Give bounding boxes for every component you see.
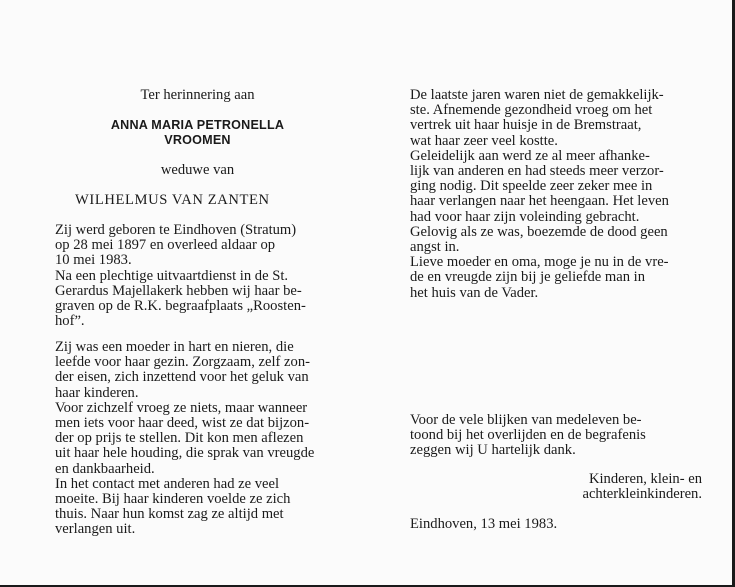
last-years-paragraph: De laatste jaren waren niet de gemakkelijk- ste. Afnemende gezondheid vroeg om het vertrek uit haar huisje in de Bremstraat, wat haar zeer veel kostte. Geleidelijk aan werd ze al meer afhanke- lijk van anderen en had steeds meer verzor- ging nodig. Dit speelde zeer zeker mee in haar verlangen naar het heengaan. Het leven had voor haar zijn voleinding gebracht. Gelovig als ze was, boezemde de dood geen angst in. Lieve moeder en oma, moge je nu in de vre- de en vreugde zijn bij je geliefde man in het huis van de Vader. xyxy=(410,87,669,301)
character-paragraph: Zij was een moeder in hart en nieren, die leefde voor haar gezin. Zorgzaam, zelf zon- der eisen, zich inzettend voor het geluk van haar kinderen. Voor zichzelf vroeg ze niets, maar wanneer men iets voor haar deed, wist ze dat bijzon- der op prijs te stellen. Dit kon men aflezen uit haar hele houding, die sprak van vreugde en dankbaarheid. In het contact met anderen had ze veel moeite. Bij haar kinderen voelde ze zich thuis. Naar hun komst zag ze altijd met verlangen uit. xyxy=(55,339,315,538)
birth-paragraph: Zij werd geboren te Eindhoven (Stratum) op 28 mei 1897 en overleed aldaar op 10 mei 1983. Na een plechtige uitvaartdienst in de St. Gerardus Majellakerk hebben wij haar be- graven op de R.K. begraafplaats „Roosten- hof”. xyxy=(55,222,306,330)
thanks-paragraph: Voor de vele blijken van medeleven be- toond bij het overlijden en de begrafenis zeggen wij U hartelijk dank. xyxy=(410,412,646,459)
deceased-name-line1: ANNA MARIA PETRONELLA xyxy=(110,118,285,132)
husband-name: WILHELMUS VAN ZANTEN xyxy=(75,192,270,208)
widow-of-text: weduwe van xyxy=(160,162,235,178)
deceased-name-line2: VROOMEN xyxy=(164,133,231,147)
place-date: Eindhoven, 13 mei 1983. xyxy=(410,516,558,532)
intro-text: Ter herinnering aan xyxy=(140,87,255,103)
signature-line2: achterkleinkinderen. xyxy=(582,486,702,502)
signature-line1: Kinderen, klein- en xyxy=(588,471,702,487)
